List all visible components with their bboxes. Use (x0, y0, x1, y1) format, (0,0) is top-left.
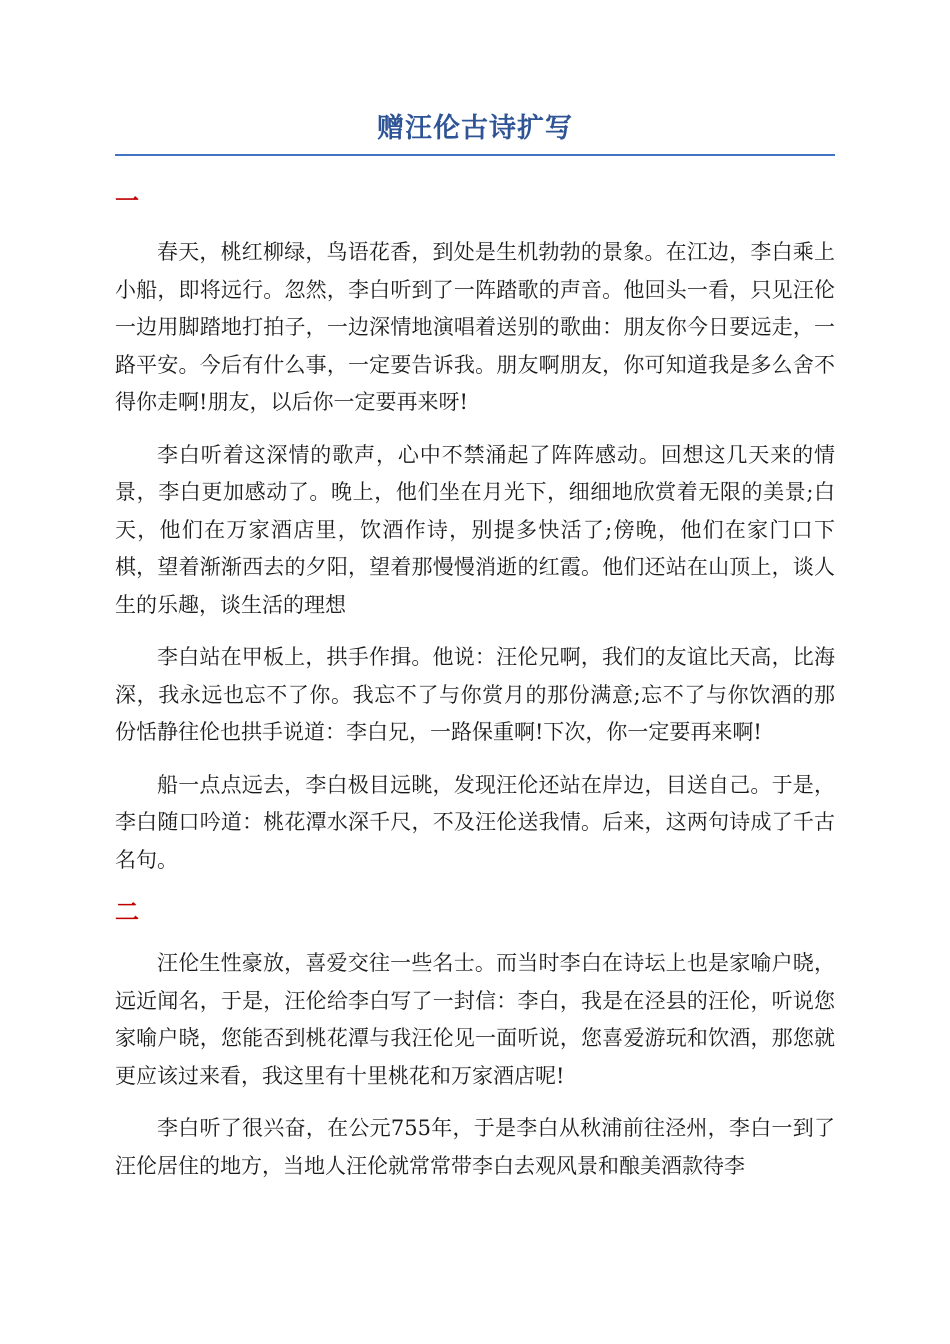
paragraph: 船一点点远去，李白极目远眺，发现汪伦还站在岸边，目送自己。于是，李白随口吟道：桃花潭水深千尺，不及汪伦送我情。后来，这两句诗成了千古名句。 (115, 772, 835, 872)
title-underline (115, 154, 835, 156)
paragraph: 汪伦生性豪放，喜爱交往一些名士。而当时李白在诗坛上也是家喻户晓，远近闻名，于是，汪伦给李白写了一封信：李白，我是在泾县的汪伦，听说您家喻户晓，您能否到桃花潭与我汪伦见一面听说，您喜爱游玩和饮酒，那您就更应该过来看，我这里有十里桃花和万家酒店呢! (115, 951, 835, 1088)
section-2 (115, 897, 835, 1185)
document-title: 赠汪伦古诗扩写 (377, 113, 573, 144)
paragraph: 李白听了很兴奋，在公元755年，于是李白从秋浦前往泾州，李白一到了汪伦居住的地方，当地人汪伦就常常带李白去观风景和酿美酒款待李 (115, 1116, 835, 1178)
document-page (115, 110, 835, 1203)
paragraph: 春天，桃红柳绿，鸟语花香，到处是生机勃勃的景象。在江边，李白乘上小船，即将远行。忽然，李白听到了一阵踏歌的声音。他回头一看，只见汪伦一边用脚踏地打拍子，一边深情地演唱着送别的歌曲：朋友你今日要远走，一路平安。今后有什么事，一定要告诉我。朋友啊朋友，你可知道我是多么舍不得你走啊!朋友，以后你一定要再来呀! (115, 240, 835, 414)
section-heading: 一 (115, 186, 139, 215)
paragraph: 李白听着这深情的歌声，心中不禁涌起了阵阵感动。回想这几天来的情景，李白更加感动了。晚上，他们坐在月光下，细细地欣赏着无限的美景;白天，他们在万家酒店里，饮酒作诗，别提多快活了;傍晚，他们在家门口下棋，望着渐渐西去的夕阳，望着那慢慢消逝的红霞。他们还站在山顶上，谈人生的乐趣，谈生活的理想 (115, 442, 835, 617)
section-heading: 二 (115, 897, 139, 926)
paragraph: 李白站在甲板上，拱手作揖。他说：汪伦兄啊，我们的友谊比天高，比海深，我永远也忘不了你。我忘不了与你赏月的那份满意;忘不了与你饮酒的那份恬静往伦也拱手说道：李白兄，一路保重啊!下次，你一定要再来啊! (115, 645, 835, 744)
section-1 (115, 186, 835, 879)
